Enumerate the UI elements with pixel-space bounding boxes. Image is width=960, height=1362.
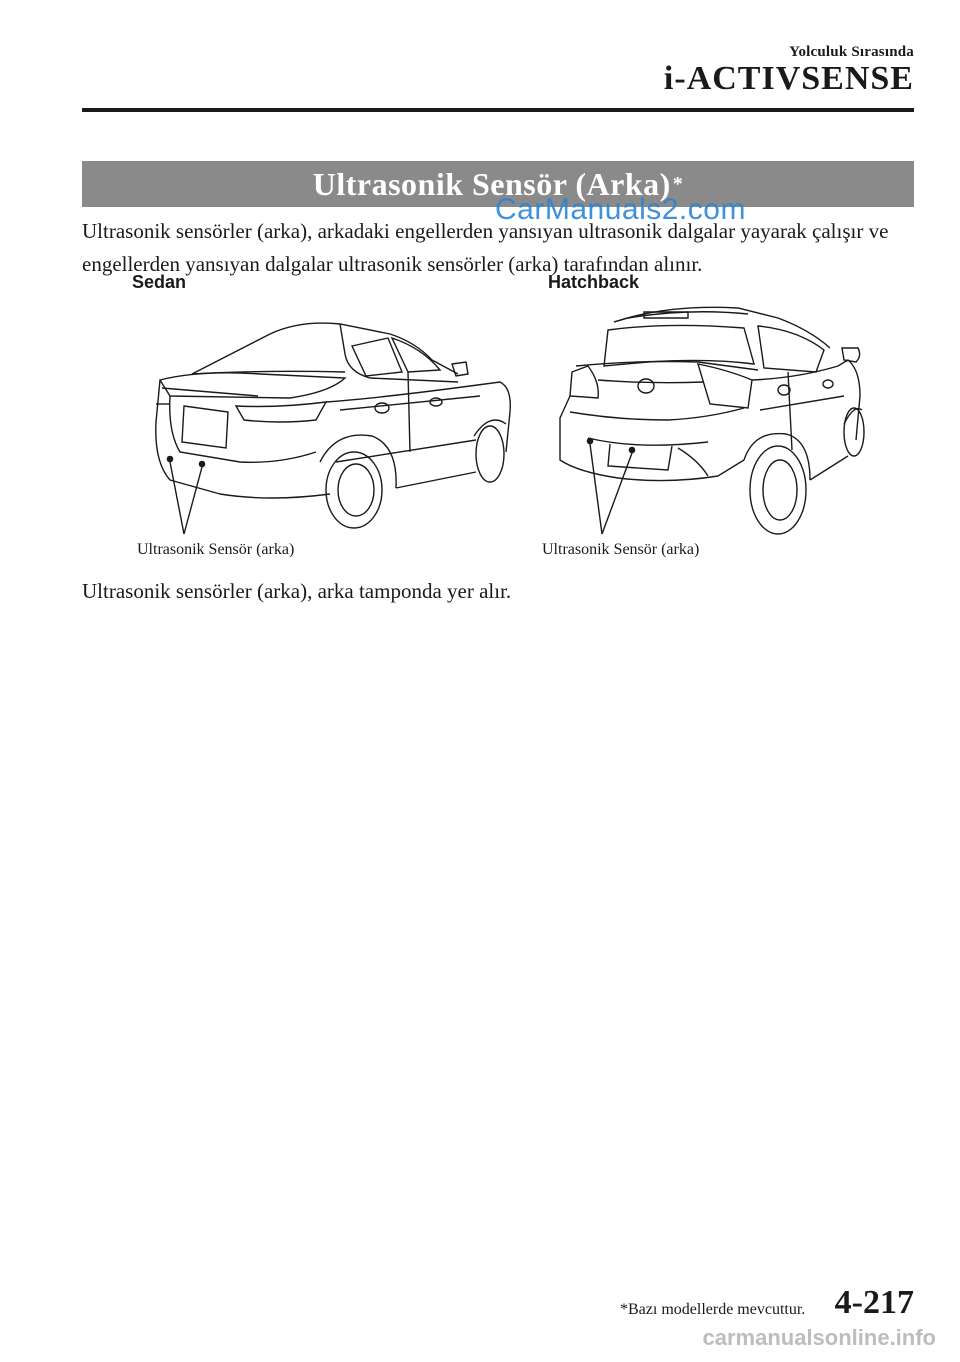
location-paragraph: Ultrasonik sensörler (arka), arka tamponda yer alır.: [82, 579, 512, 603]
section-title: Ultrasonik Sensör (Arka): [312, 165, 671, 202]
intro-paragraph: Ultrasonik sensörler (arka), arkadaki engellerden yansıyan ultrasonik dalgalar yayarak çalışır ve engellerden yansıyan dalgalar ultrasonik sensörler (arka) tarafından alınır.: [82, 219, 889, 276]
hatchback-rear-illustration: [548, 300, 868, 544]
footnote: *Bazı modellerde mevcuttur.: [620, 1301, 806, 1318]
footer-watermark: carmanualsonline.info: [702, 1325, 936, 1350]
section-title-mark: *: [672, 172, 684, 195]
watermark-text: CarManuals2.com: [495, 193, 746, 226]
hatchback-sensor-caption: Ultrasonik Sensör (arka): [542, 541, 700, 558]
sedan-figure-label: Sedan: [132, 272, 187, 292]
page-number: 4-217: [834, 1284, 914, 1321]
sedan-rear-illustration: [140, 312, 520, 544]
header-divider: [82, 108, 914, 112]
sedan-sensor-caption: Ultrasonik Sensör (arka): [137, 541, 295, 558]
header-title: i-ACTIVSENSE: [663, 60, 914, 97]
hatchback-figure-label: Hatchback: [548, 272, 640, 292]
header-subtitle: Yolculuk Sırasında: [789, 44, 914, 60]
